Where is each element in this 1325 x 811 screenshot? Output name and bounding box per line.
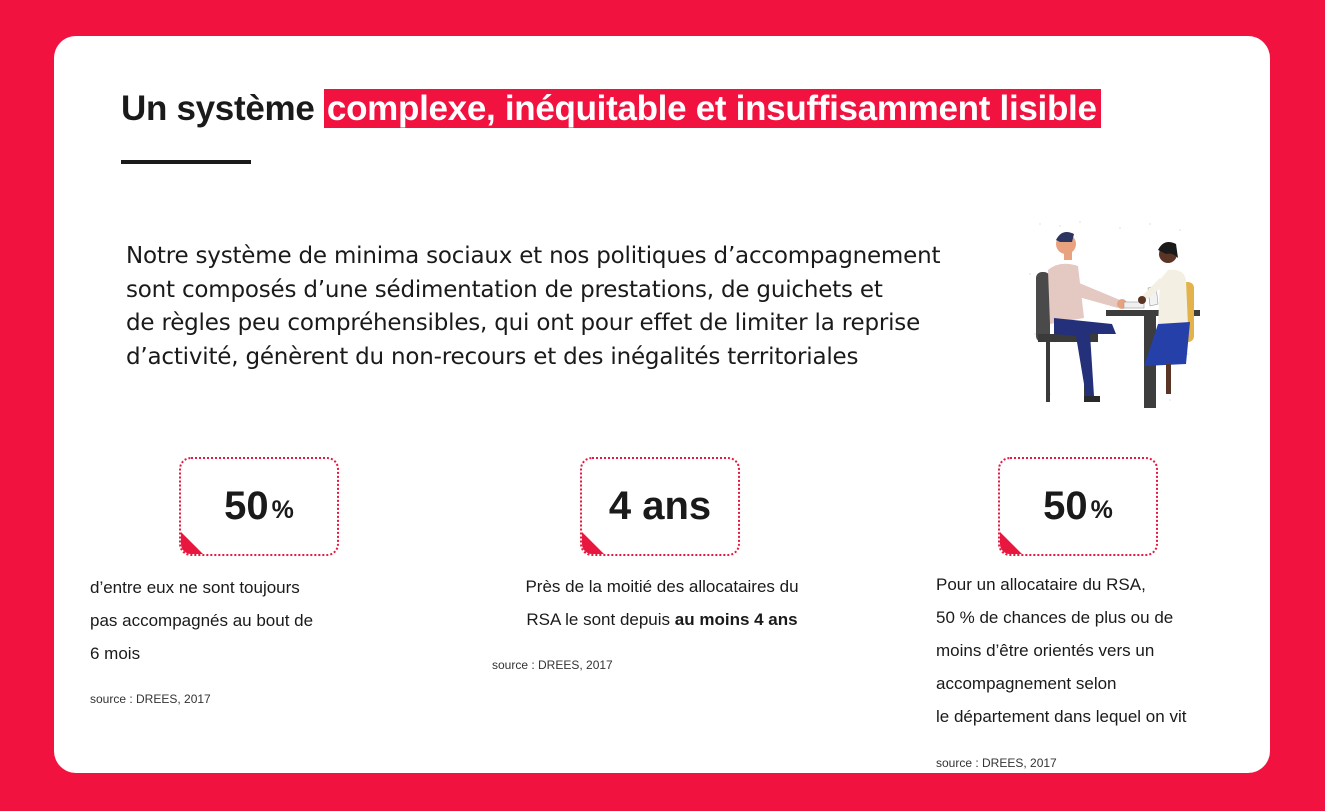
stat-line-2 — [492, 603, 832, 636]
stat-box-1 — [179, 457, 339, 556]
stat-source-1: source : DREES, 2017 — [90, 692, 211, 706]
stat-line: le département dans lequel on vit — [936, 707, 1187, 726]
corner-triangle-icon — [1000, 532, 1022, 554]
stat-line: 6 mois — [90, 644, 141, 663]
stat-value: 50 — [1043, 484, 1088, 528]
page-title — [121, 86, 1101, 132]
stat-line: Pour un allocataire du RSA, — [936, 575, 1146, 594]
stat-unit: % — [1090, 496, 1113, 524]
stat-line: moins d’être orientés vers un — [936, 641, 1155, 660]
stat-description-1 — [90, 571, 313, 670]
stat-line-plain: RSA le sont depuis — [526, 610, 671, 629]
intro-line: de règles peu compréhensibles, qui ont pour effet de limiter la reprise — [126, 310, 921, 336]
stat-line-bold: au moins 4 ans — [674, 610, 798, 629]
stat-unit: % — [271, 496, 294, 524]
title-highlight: complexe, inéquitable et insuffisamment lisible — [324, 89, 1101, 128]
intro-line: sont composés d’une sédimentation de prestations, de guichets et — [126, 276, 883, 303]
stat-line: accompagnement selon — [936, 674, 1117, 693]
stat-line: Près de la moitié des allocataires du — [525, 577, 799, 596]
stat-value: 4 ans — [608, 484, 712, 528]
stat-box-3 — [998, 457, 1158, 556]
stat-value: 50 — [224, 484, 269, 528]
stat-description-3 — [936, 568, 1186, 733]
stat-line: pas accompagnés au bout de — [90, 611, 314, 630]
stat-box-2 — [580, 457, 740, 556]
intro-line: Notre système de minima sociaux et nos politiques d’accompagnement — [126, 243, 941, 269]
intro-line: d’activité, génèrent du non-recours et des inégalités territoriales — [126, 343, 859, 370]
stat-description-2 — [492, 570, 832, 636]
title-underline — [121, 160, 251, 164]
intro-paragraph — [126, 240, 1026, 374]
title-plain: Un système — [121, 89, 315, 128]
meeting-illustration-icon — [1020, 214, 1200, 410]
stat-line: d’entre eux ne sont toujours — [90, 578, 300, 597]
stat-source-3: source : DREES, 2017 — [936, 756, 1057, 770]
stat-source-2: source : DREES, 2017 — [492, 658, 613, 672]
stat-line: 50 % de chances de plus ou de — [936, 608, 1174, 627]
content-card — [54, 36, 1270, 773]
corner-triangle-icon — [582, 532, 604, 554]
corner-triangle-icon — [181, 532, 203, 554]
